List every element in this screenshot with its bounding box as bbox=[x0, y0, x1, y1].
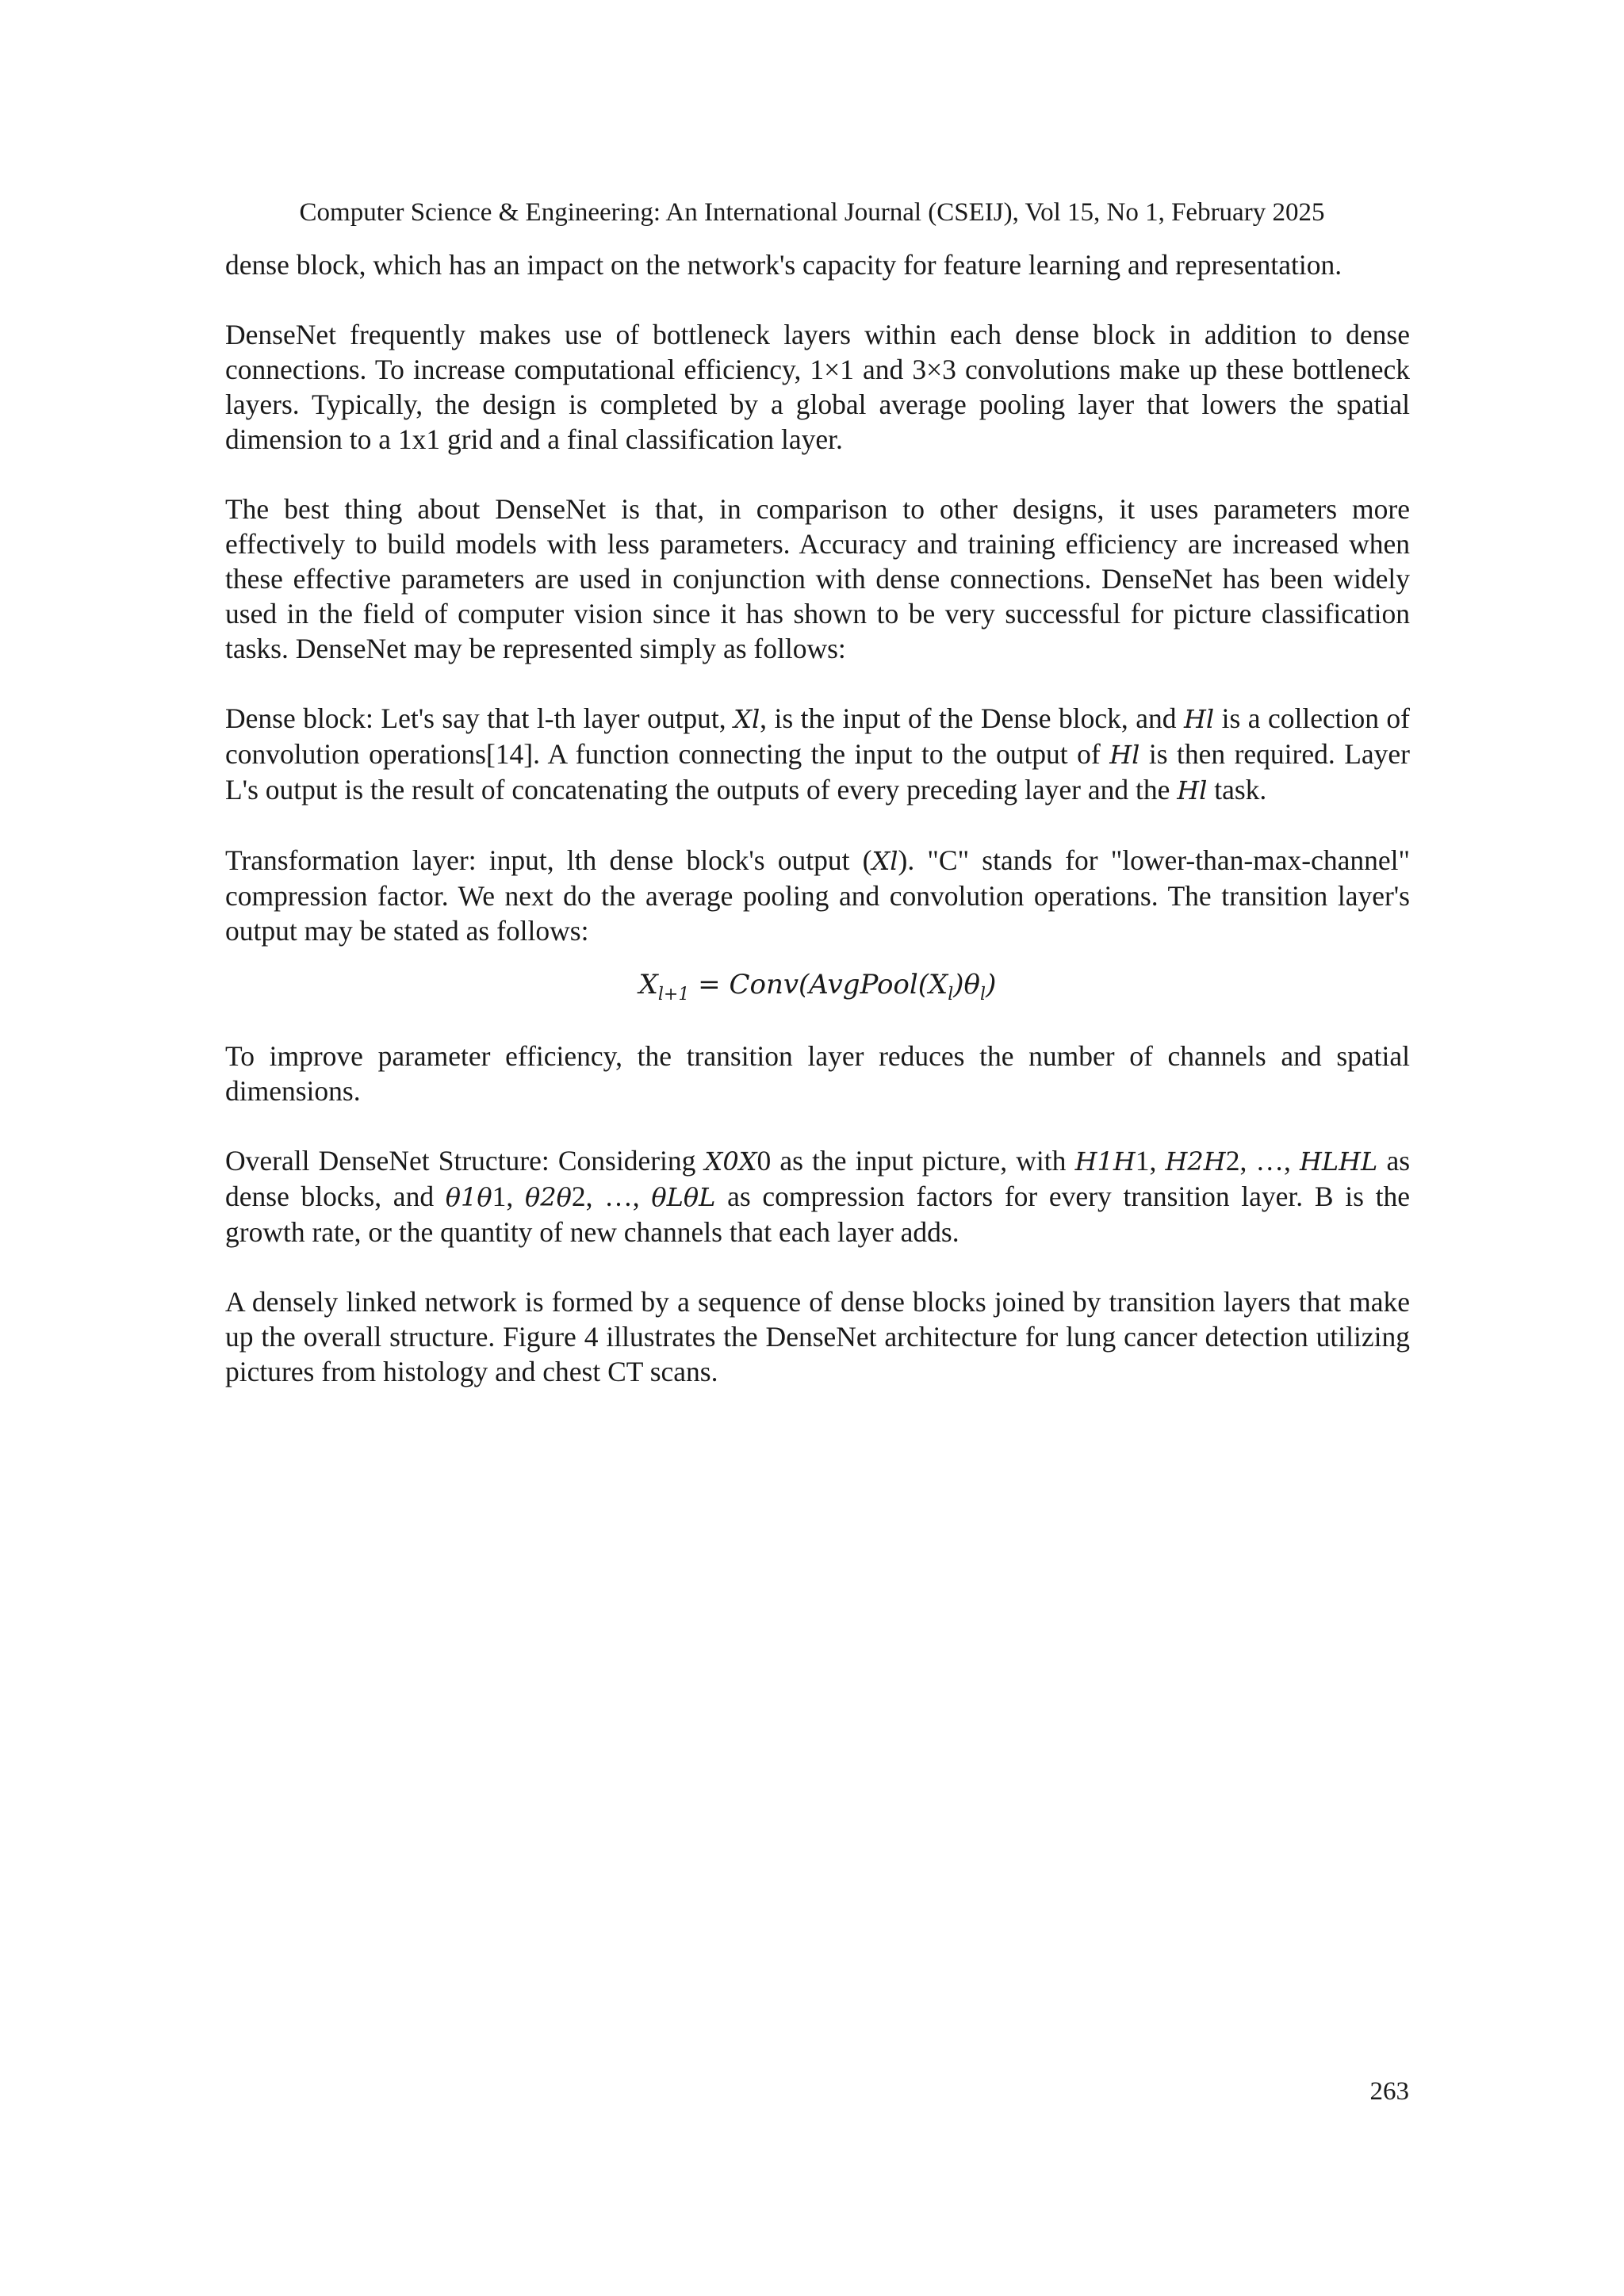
math-inline: θ2θ bbox=[525, 1182, 572, 1212]
paragraph-2: DenseNet frequently makes use of bottleneck layers within each dense block in addition to dense connections. To increase computational efficiency, 1×1 and 3×3 convolutions make up these bottleneck layers. Typically, the design is completed by a global average pooling layer that lowers the spatial dimension to a 1x1 grid and a final classification layer. bbox=[225, 319, 1410, 455]
text-segment: , is the input of the Dense block, and bbox=[760, 702, 1184, 734]
text-segment: 1, bbox=[492, 1181, 526, 1212]
eq-equals: = bbox=[689, 969, 730, 1001]
math-inline: H1H bbox=[1074, 1146, 1136, 1177]
math-inline: X0X bbox=[704, 1146, 757, 1177]
text-segment: 2, …, bbox=[1225, 1145, 1300, 1177]
eq-subscript: l bbox=[980, 985, 986, 1004]
paragraph-6: To improve parameter efficiency, the transition layer reduces the number of channels and spatial dimensions. bbox=[225, 1040, 1410, 1107]
eq-subscript: l+1 bbox=[657, 985, 690, 1004]
running-header: Computer Science & Engineering: An International Journal (CSEIJ), Vol 15, No 1, February 2025 bbox=[299, 198, 1325, 227]
text-segment: 1, bbox=[1135, 1145, 1166, 1177]
paragraph-1: dense block, which has an impact on the network's capacity for feature learning and representation. bbox=[225, 249, 1342, 281]
page-number: 263 bbox=[1369, 2077, 1409, 2106]
paragraph-3: The best thing about DenseNet is that, in comparison to other designs, it uses parameters more effectively to build models with less parameters. Accuracy and training efficiency are increased when these effective parameters are used in conjunction with dense connections. DenseNet has been widely used in the field of computer vision since it has shown to be very successful for picture classification tasks. DenseNet may be represented simply as follows: bbox=[225, 493, 1410, 664]
math-inline: Xl bbox=[871, 846, 898, 876]
text-segment: as compression factors for every transition layer. B is the growth rate, or the quantity of new channels that each layer adds. bbox=[225, 1181, 1411, 1248]
math-inline: Hl bbox=[1109, 740, 1140, 770]
math-inline: θ1θ bbox=[445, 1182, 492, 1212]
math-inline: Hl bbox=[1177, 775, 1208, 806]
math-inline: θLθL bbox=[651, 1182, 716, 1212]
body-text bbox=[225, 247, 1410, 1424]
text-segment: is then required. Layer L's output is the result of concatenating the outputs of every preceding layer and the bbox=[225, 738, 1410, 806]
paragraph-dense-block bbox=[225, 701, 1410, 808]
text-segment: Overall DenseNet Structure: Considering bbox=[225, 1145, 705, 1177]
math-inline: Hl bbox=[1183, 704, 1215, 734]
text-segment: as dense blocks, and bbox=[225, 1145, 1411, 1212]
paragraph-8: A densely linked network is formed by a sequence of dense blocks joined by transition layers that make up the overall structure. Figure 4 illustrates the DenseNet architecture for lung cancer detection utilizing pictures from histology and chest CT scans. bbox=[225, 1286, 1410, 1387]
paragraph-overall-structure bbox=[225, 1143, 1410, 1249]
text-segment: Dense block: Let's say that l-th layer output, bbox=[225, 702, 734, 734]
equation-transition bbox=[225, 966, 1410, 1004]
text-segment: is a collection of convolution operations[14]. A function connecting the input to the output of bbox=[225, 702, 1410, 770]
math-inline: HLHL bbox=[1299, 1146, 1378, 1177]
eq-part: X bbox=[638, 969, 658, 1001]
eq-part: )θ bbox=[953, 969, 981, 1001]
eq-subscript: l bbox=[948, 985, 954, 1004]
eq-part: Conv(AvgPool(X bbox=[729, 969, 948, 1001]
math-inline: H2H bbox=[1165, 1146, 1226, 1177]
text-segment: task. bbox=[1207, 774, 1267, 806]
text-segment: 2, …, bbox=[571, 1181, 652, 1212]
math-inline: Xl bbox=[733, 704, 760, 734]
text-segment: Transformation layer: input, lth dense block's output ( bbox=[225, 844, 872, 876]
eq-part: ) bbox=[986, 969, 997, 1001]
text-segment: 0 as the input picture, with bbox=[756, 1145, 1075, 1177]
text-segment: ). "C" stands for "lower-than-max-channel" compression factor. We next do the average pooling and convolution operations. The transition layer's output may be stated as follows: bbox=[225, 844, 1410, 947]
paragraph-transformation-layer bbox=[225, 843, 1410, 948]
